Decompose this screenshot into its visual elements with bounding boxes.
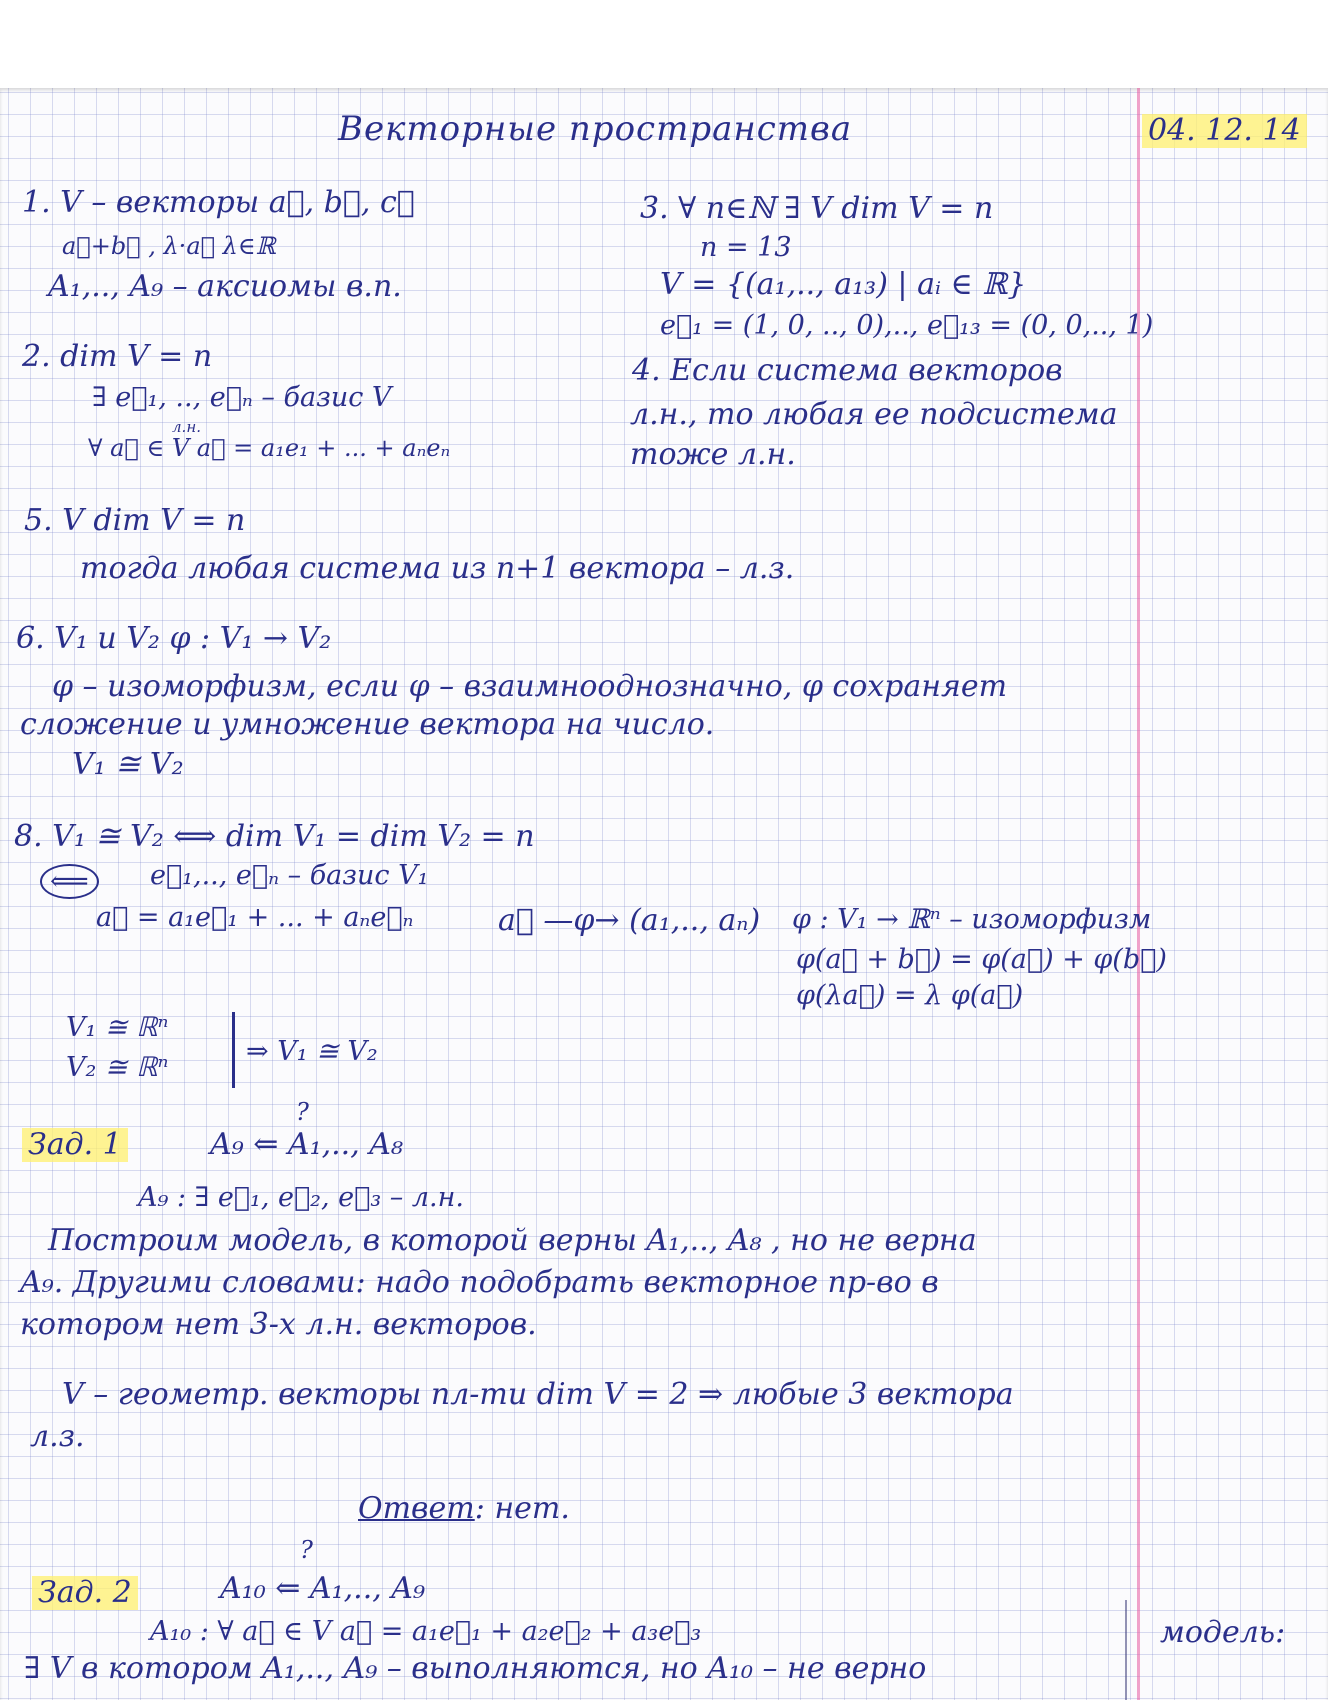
s4-line1: 4. Если система векторов [632,353,1063,388]
s8-eq1: φ(a⃗ + b⃗) = φ(a⃗) + φ(b⃗) [796,944,1167,975]
s4-line3: тоже л.н. [630,437,796,472]
s3-line1: 3. ∀ n∈ℕ ∃ V dim V = n [640,191,994,226]
z1-line2: A₉ : ∃ e⃗₁, e⃗₂, e⃗₃ – л.н. [138,1182,464,1213]
z1-line3: Построим модель, в которой верны A₁,.., A₈ , но не верна [48,1223,977,1258]
s5-line1: 5. V dim V = n [24,503,246,538]
z2-question-mark: ? [300,1536,313,1564]
s8-line2: e⃗₁,.., e⃗ₙ – базис V₁ [150,860,429,891]
z1-line5: котором нет 3-х л.н. векторов. [20,1307,537,1342]
z2-line3: ∃ V в котором A₁,.., A₉ – выполняются, но A₁₀ – не верно [24,1651,927,1686]
z1-line7: л.з. [30,1419,85,1454]
z1-line1: A₉ ⇐ A₁,.., A₈ [210,1127,403,1162]
s2-line2: ∃ e⃗₁, .., e⃗ₙ – базис V [92,382,392,413]
s3-line4: e⃗₁ = (1, 0, .., 0),.., e⃗₁₃ = (0, 0,.., 1) [660,310,1154,341]
s2-line2-note: л.н. [172,418,201,436]
s1-line2: a⃗+b⃗ , λ·a⃗ λ∈ℝ [62,232,276,260]
z1-line4: A₉. Другими словами: надо подобрать векторное пр-во в [20,1265,939,1300]
s2-line1: 2. dim V = n [22,339,213,374]
s8-circle [40,864,99,899]
z1-line6: V – геометр. векторы пл-ти dim V = 2 ⇒ любые 3 вектора [62,1377,1014,1412]
s6-line2: φ – изоморфизм, если φ – взаимнооднозначно, φ сохраняет [52,669,1008,704]
z2-label: Зад. 2 [32,1576,138,1610]
s6-line3: сложение и умножение вектора на число. [20,707,715,742]
page-title: Векторные пространства [338,109,853,149]
z1-answer-label: Ответ [358,1491,475,1526]
s8-eq2: φ(λa⃗) = λ φ(a⃗) [796,980,1024,1011]
s3-line3: V = {(a₁,.., a₁₃) | aᵢ ∈ ℝ} [660,267,1027,302]
s8-line1: 8. V₁ ≅ V₂ ⟺ dim V₁ = dim V₂ = n [14,819,535,854]
s8-conc3: ⇒ V₁ ≅ V₂ [246,1036,378,1067]
z1-answer-text: : нет. [474,1491,570,1526]
date-label: 04. 12. 14 [1142,114,1307,148]
s2-line3: ∀ a⃗ ∈ V a⃗ = a₁e₁ + ... + aₙeₙ [88,434,451,462]
s8-line3: a⃗ = a₁e⃗₁ + ... + aₙe⃗ₙ [96,902,414,933]
s8-conc2: V₂ ≅ ℝⁿ [66,1052,169,1083]
z1-answer [358,1491,570,1526]
z2-line1: A₁₀ ⇐ A₁,.., A₉ [220,1571,425,1606]
s4-line2: л.н., то любая ее подсистема [630,397,1118,432]
s8-iso: φ : V₁ → ℝⁿ – изоморфизм [792,904,1152,935]
s8-map: a⃗ —φ→ (a₁,.., aₙ) [498,903,761,938]
z2-line2: A₁₀ : ∀ a⃗ ∈ V a⃗ = a₁e⃗₁ + a₂e⃗₂ + a₃e⃗₃ [150,1616,702,1647]
z1-question-mark: ? [296,1098,309,1126]
s8-conc1: V₁ ≅ ℝⁿ [66,1012,169,1043]
s3-line2: n = 13 [700,232,792,263]
s1-line3: A₁,.., A₉ – аксиомы в.п. [48,269,402,304]
s6-line4: V₁ ≅ V₂ [72,747,184,782]
s5-line2: тогда любая система из n+1 вектора – л.з. [80,551,795,586]
z1-label: Зад. 1 [22,1128,128,1162]
s6-line1: 6. V₁ и V₂ φ : V₁ → V₂ [16,621,332,656]
s8-bracket [232,1012,235,1088]
s8-circle-arrow: ⟸ [40,864,99,899]
s1-line1: 1. V – векторы a⃗, b⃗, c⃗ [22,185,415,220]
z2-side-note: модель: [1160,1615,1286,1650]
margin-divider [1125,1600,1127,1700]
